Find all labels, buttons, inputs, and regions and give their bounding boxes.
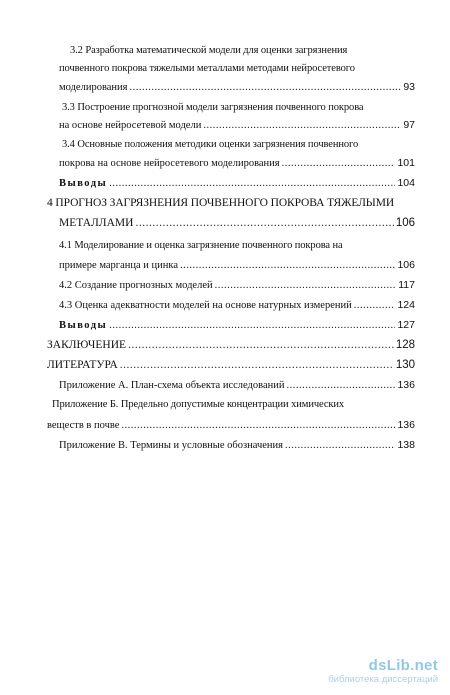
toc-3-2-entry[interactable]: [59, 80, 415, 95]
toc-conclusions-4-page: 127: [397, 319, 415, 331]
toc-3-2-line3: моделирования: [59, 82, 128, 93]
toc-conclusions-3-entry[interactable]: [59, 176, 415, 191]
toc-3-3-page: 97: [403, 119, 415, 131]
leader-dots: [109, 177, 395, 191]
toc-4-2-label: 4.2 Создание прогнозных моделей: [59, 280, 213, 291]
toc-appendix-b-line2: веществ в почве: [47, 420, 120, 431]
toc-appendix-b-line1: Приложение Б. Предельно допустимые концентрации химических: [52, 399, 345, 410]
toc-ch4-entry[interactable]: [59, 216, 415, 230]
toc-ch4-line2: МЕТАЛЛАМИ: [59, 217, 134, 229]
toc-appendix-v-entry[interactable]: [59, 438, 415, 453]
toc-conclusions-4-entry[interactable]: [59, 318, 415, 333]
toc-3-4-page: 101: [397, 157, 415, 169]
watermark-subtitle: библиотека диссертаций: [328, 674, 438, 685]
leader-dots: [135, 216, 393, 230]
toc-appendix-a-page: 136: [397, 379, 415, 391]
dslib-watermark: [328, 658, 438, 685]
toc-conclusions-3-label: Выводы: [59, 178, 108, 189]
toc-3-3-entry[interactable]: [59, 118, 415, 133]
toc-appendix-v-page: 138: [397, 439, 415, 451]
leader-dots: [180, 259, 395, 273]
toc-3-3-line1: 3.3 Построение прогнозной модели загрязнения почвенного покрова: [62, 102, 364, 113]
toc-appendix-v-label: Приложение В. Термины и условные обозначения: [59, 440, 283, 451]
toc-4-3-label: 4.3 Оценка адекватности моделей на основе натурных измерений: [59, 300, 352, 311]
toc-4-1-line1: 4.1 Моделирование и оценка загрязнение почвенного покрова на: [59, 240, 343, 251]
toc-literature-page: 130: [395, 359, 415, 371]
toc-ch4-page: 106: [395, 217, 415, 229]
toc-appendix-a-label: Приложение А. План-схема объекта исследований: [59, 380, 285, 391]
toc-4-1-entry[interactable]: [59, 258, 415, 273]
leader-dots: [121, 419, 395, 433]
leader-dots: [120, 358, 394, 372]
toc-4-1-page: 106: [397, 259, 415, 271]
toc-literature-entry[interactable]: [47, 358, 415, 372]
toc-4-2-page: 117: [398, 279, 415, 291]
toc-literature-label: ЛИТЕРАТУРА: [47, 359, 118, 371]
toc-3-3-line2: на основе нейросетевой модели: [59, 120, 202, 131]
toc-4-1-line2: примере марганца и цинка: [59, 260, 179, 271]
leader-dots: [285, 439, 395, 453]
leader-dots: [282, 157, 396, 171]
watermark-logo: dsLib.net: [368, 657, 438, 674]
toc-appendix-b-page: 136: [397, 419, 415, 431]
toc-4-2-entry[interactable]: [59, 278, 415, 293]
leader-dots: [203, 119, 401, 133]
leader-dots: [215, 279, 397, 293]
leader-dots: [286, 379, 395, 393]
toc-conclusion-label: ЗАКЛЮЧЕНИЕ: [47, 339, 127, 351]
leader-dots: [128, 338, 394, 352]
leader-dots: [354, 299, 396, 313]
leader-dots: [109, 319, 395, 333]
toc-3-4-line1: 3.4 Основные положения методики оценки загрязнения почвенного: [62, 139, 359, 150]
toc-conclusions-3-page: 104: [397, 177, 415, 189]
toc-appendix-b-entry[interactable]: [47, 418, 415, 433]
toc-ch4-line1: 4 ПРОГНОЗ ЗАГРЯЗНЕНИЯ ПОЧВЕННОГО ПОКРОВА ТЯЖЕЛЫМИ: [47, 197, 395, 209]
toc-3-2-line1: 3.2 Разработка математической модели для оценки загрязнения: [70, 45, 348, 56]
toc-4-3-entry[interactable]: [59, 298, 415, 313]
toc-3-2-page: 93: [403, 81, 415, 93]
leader-dots: [130, 81, 402, 95]
toc-3-2-line2: почвенного покрова тяжелыми металлами методами нейросетевого: [59, 63, 355, 74]
toc-conclusion-entry[interactable]: [47, 338, 415, 352]
toc-conclusions-4-label: Выводы: [59, 320, 108, 331]
toc-3-4-line2: покрова на основе нейросетевого моделирования: [59, 158, 280, 169]
toc-3-4-entry[interactable]: [59, 156, 415, 171]
toc-4-3-page: 124: [397, 299, 415, 311]
toc-conclusion-page: 128: [395, 339, 415, 351]
toc-appendix-a-entry[interactable]: [59, 378, 415, 393]
